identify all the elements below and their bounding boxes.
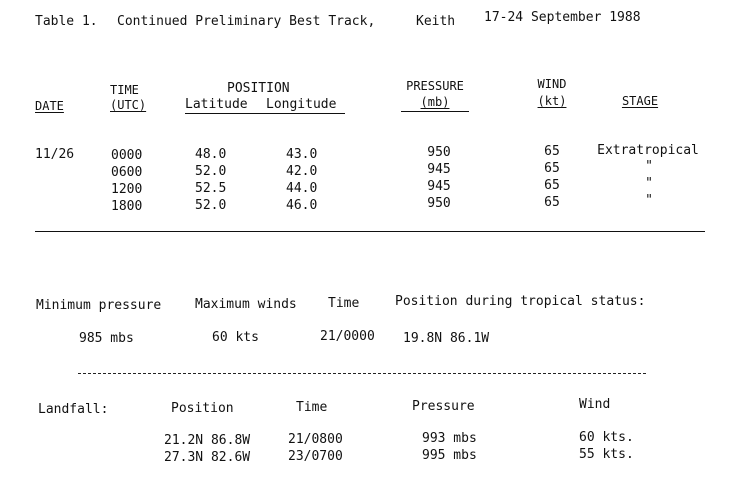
table-label: Table 1. (35, 14, 98, 29)
landfall-label: Landfall: (38, 402, 109, 417)
position-status-label: Position during tropical status: (395, 294, 646, 309)
landfall-wind: 60 kts. (579, 430, 634, 445)
position-value: 19.8N 86.1W (403, 331, 490, 346)
header-pressure-bottom: (mb) (420, 95, 450, 109)
header-date: DATE (35, 99, 64, 113)
row-time: 1200 (111, 182, 143, 197)
header-longitude: Longitude (266, 97, 337, 112)
landfall-wind-header: Wind (579, 397, 611, 412)
pressure-underline (401, 111, 469, 112)
header-time-bottom: (UTC) (110, 98, 147, 112)
header-time-top: TIME (110, 83, 139, 97)
header-wind-top: WIND (537, 77, 567, 91)
row-date: 11/26 (35, 147, 75, 162)
position-underline (185, 113, 345, 114)
row-time: 0600 (111, 165, 143, 180)
row-time: 1800 (111, 199, 143, 214)
row-lat: 52.0 (195, 164, 227, 179)
row-lat: 52.5 (195, 181, 227, 196)
header-stage: STAGE (621, 94, 659, 108)
landfall-wind: 55 kts. (579, 447, 634, 462)
row-pressure: 945 (427, 162, 451, 177)
table-bottom-rule (35, 231, 705, 232)
row-wind: 65 (544, 195, 560, 210)
header-pressure-top: PRESSURE (406, 79, 464, 93)
row-pressure: 945 (427, 179, 451, 194)
landfall-position: 21.2N 86.8W (164, 433, 251, 448)
row-stage-ditto: " (645, 193, 653, 208)
row-wind: 65 (544, 178, 560, 193)
row-wind: 65 (544, 144, 560, 159)
min-pressure-value: 985 mbs (79, 331, 134, 346)
dashed-separator (78, 373, 646, 374)
landfall-position-header: Position (171, 401, 234, 416)
row-lat: 48.0 (195, 147, 227, 162)
landfall-time: 21/0800 (288, 432, 343, 447)
header-latitude: Latitude (185, 97, 248, 112)
max-winds-label: Maximum winds (195, 297, 297, 312)
row-lon: 43.0 (286, 147, 318, 162)
time-value: 21/0000 (320, 329, 375, 344)
row-wind: 65 (544, 161, 560, 176)
landfall-time-header: Time (296, 400, 328, 415)
row-lat: 52.0 (195, 198, 227, 213)
max-winds-value: 60 kts (212, 330, 259, 345)
row-pressure: 950 (427, 196, 451, 211)
landfall-time: 23/0700 (288, 449, 343, 464)
table-title: Continued Preliminary Best Track, (117, 14, 376, 29)
header-position: POSITION (227, 81, 290, 96)
min-pressure-label: Minimum pressure (36, 298, 162, 313)
row-lon: 44.0 (286, 181, 318, 196)
landfall-pressure-header: Pressure (412, 399, 475, 414)
storm-name: Keith (416, 14, 456, 29)
header-wind-bottom: (kt) (537, 94, 567, 108)
row-lon: 46.0 (286, 198, 318, 213)
row-stage-ditto: " (645, 176, 653, 191)
row-lon: 42.0 (286, 164, 318, 179)
row-time: 0000 (111, 148, 143, 163)
row-stage-ditto: " (645, 159, 653, 174)
landfall-pressure: 995 mbs (422, 448, 477, 463)
row-stage: Extratropical (597, 143, 699, 158)
date-range: 17-24 September 1988 (484, 10, 641, 25)
time-label: Time (328, 296, 360, 311)
row-pressure: 950 (427, 145, 451, 160)
landfall-position: 27.3N 82.6W (164, 450, 251, 465)
landfall-pressure: 993 mbs (422, 431, 477, 446)
